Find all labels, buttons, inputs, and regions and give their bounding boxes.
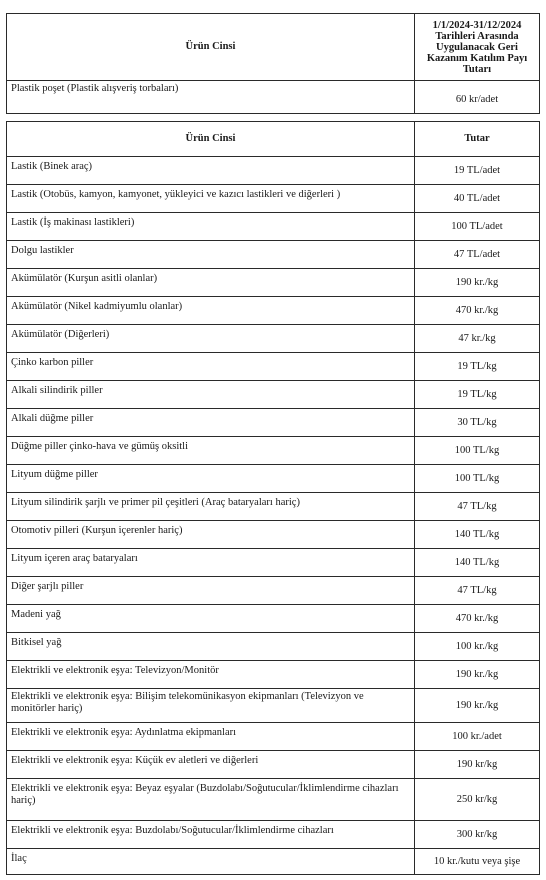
fee-value-cell: 190 kr./kg (415, 689, 540, 723)
fee-value-cell: 60 kr/adet (415, 81, 540, 114)
fee-value-cell: 300 kr/kg (415, 821, 540, 849)
table-row (7, 325, 540, 353)
fee-value-cell: 190 kr./kg (415, 269, 540, 297)
fee-value-cell: 250 kr/kg (415, 779, 540, 821)
fee-value-cell: 19 TL/adet (415, 157, 540, 185)
table-row (7, 353, 540, 381)
fee-value-cell: 190 kr/kg (415, 751, 540, 779)
fee-value-cell: 47 TL/adet (415, 241, 540, 269)
fee-value-cell: 100 kr./adet (415, 723, 540, 751)
table-row (7, 381, 540, 409)
product-name-cell: Lityum düğme piller (7, 465, 415, 493)
product-name-cell: Elektrikli ve elektronik eşya: Aydınlatma ekipmanları (7, 723, 415, 751)
fee-value-cell: 47 TL/kg (415, 493, 540, 521)
product-name-cell: Elektrikli ve elektronik eşya: Bilişim telekomünikasyon ekipmanları (Televizyon ve monitörler hariç) (7, 689, 415, 723)
table-row (7, 269, 540, 297)
column-header-amount: Tutar (415, 122, 540, 157)
fee-value-cell: 100 TL/adet (415, 213, 540, 241)
table-row (7, 779, 540, 821)
product-name-cell: Elektrikli ve elektronik eşya: Küçük ev aletleri ve diğerleri (7, 751, 415, 779)
table-row (7, 633, 540, 661)
product-name-cell: Otomotiv pilleri (Kurşun içerenler hariç) (7, 521, 415, 549)
product-name-cell: Çinko karbon piller (7, 353, 415, 381)
table-row (7, 661, 540, 689)
column-header-product-type: Ürün Cinsi (7, 122, 415, 157)
table-row (7, 81, 540, 114)
table-row (7, 493, 540, 521)
fee-value-cell: 40 TL/adet (415, 185, 540, 213)
table-row (7, 605, 540, 633)
fee-value-cell: 30 TL/kg (415, 409, 540, 437)
column-header-fee-amount: 1/1/2024-31/12/2024 Tarihleri Arasında Uygulanacak Geri Kazanım Katılım Payı Tutarı (415, 14, 540, 81)
product-name-cell: Akümülatör (Nikel kadmiyumlu olanlar) (7, 297, 415, 325)
table-row (7, 751, 540, 779)
table-row (7, 241, 540, 269)
fee-value-cell: 10 kr./kutu veya şişe (415, 849, 540, 875)
table-row (7, 409, 540, 437)
product-name-cell: Alkali düğme piller (7, 409, 415, 437)
fee-value-cell: 19 TL/kg (415, 353, 540, 381)
product-name-cell: Alkali silindirik piller (7, 381, 415, 409)
table-header-row (7, 122, 540, 157)
product-name-cell: Elektrikli ve elektronik eşya: Buzdolabı/Soğutucular/İklimlendirme cihazları (7, 821, 415, 849)
product-name-cell: Plastik poşet (Plastik alışveriş torbaları) (7, 81, 415, 114)
fee-value-cell: 190 kr./kg (415, 661, 540, 689)
fee-value-cell: 100 TL/kg (415, 437, 540, 465)
product-name-cell: Düğme piller çinko-hava ve gümüş oksitli (7, 437, 415, 465)
fee-value-cell: 47 kr./kg (415, 325, 540, 353)
table-row (7, 213, 540, 241)
table-row (7, 437, 540, 465)
fee-value-cell: 47 TL/kg (415, 577, 540, 605)
fee-value-cell: 100 kr./kg (415, 633, 540, 661)
fee-value-cell: 140 TL/kg (415, 549, 540, 577)
product-name-cell: Lastik (Binek araç) (7, 157, 415, 185)
product-name-cell: Elektrikli ve elektronik eşya: Televizyon/Monitör (7, 661, 415, 689)
column-header-product-type: Ürün Cinsi (7, 14, 415, 81)
product-name-cell: Lityum içeren araç bataryaları (7, 549, 415, 577)
product-name-cell: Bitkisel yağ (7, 633, 415, 661)
table-row (7, 821, 540, 849)
table-row (7, 465, 540, 493)
product-name-cell: İlaç (7, 849, 415, 875)
table-row (7, 849, 540, 875)
fee-table-plastic-bags (6, 13, 540, 114)
table-row (7, 549, 540, 577)
table-row (7, 185, 540, 213)
fee-value-cell: 470 kr./kg (415, 605, 540, 633)
table-row (7, 689, 540, 723)
fee-value-cell: 100 TL/kg (415, 465, 540, 493)
product-name-cell: Lastik (İş makinası lastikleri) (7, 213, 415, 241)
fee-value-cell: 140 TL/kg (415, 521, 540, 549)
table-header-row (7, 14, 540, 81)
product-name-cell: Lastik (Otobüs, kamyon, kamyonet, yükleyici ve kazıcı lastikleri ve diğerleri ) (7, 185, 415, 213)
product-name-cell: Akümülatör (Kurşun asitli olanlar) (7, 269, 415, 297)
product-name-cell: Lityum silindirik şarjlı ve primer pil çeşitleri (Araç bataryaları hariç) (7, 493, 415, 521)
product-name-cell: Diğer şarjlı piller (7, 577, 415, 605)
table-row (7, 521, 540, 549)
fee-table-products (6, 121, 540, 875)
table-row (7, 723, 540, 751)
fee-value-cell: 470 kr./kg (415, 297, 540, 325)
table-row (7, 157, 540, 185)
table-row (7, 297, 540, 325)
table-row (7, 577, 540, 605)
fee-value-cell: 19 TL/kg (415, 381, 540, 409)
product-name-cell: Akümülatör (Diğerleri) (7, 325, 415, 353)
product-name-cell: Dolgu lastikler (7, 241, 415, 269)
product-name-cell: Elektrikli ve elektronik eşya: Beyaz eşyalar (Buzdolabı/Soğutucular/İklimlendirme cihazları hariç) (7, 779, 415, 821)
product-name-cell: Madeni yağ (7, 605, 415, 633)
